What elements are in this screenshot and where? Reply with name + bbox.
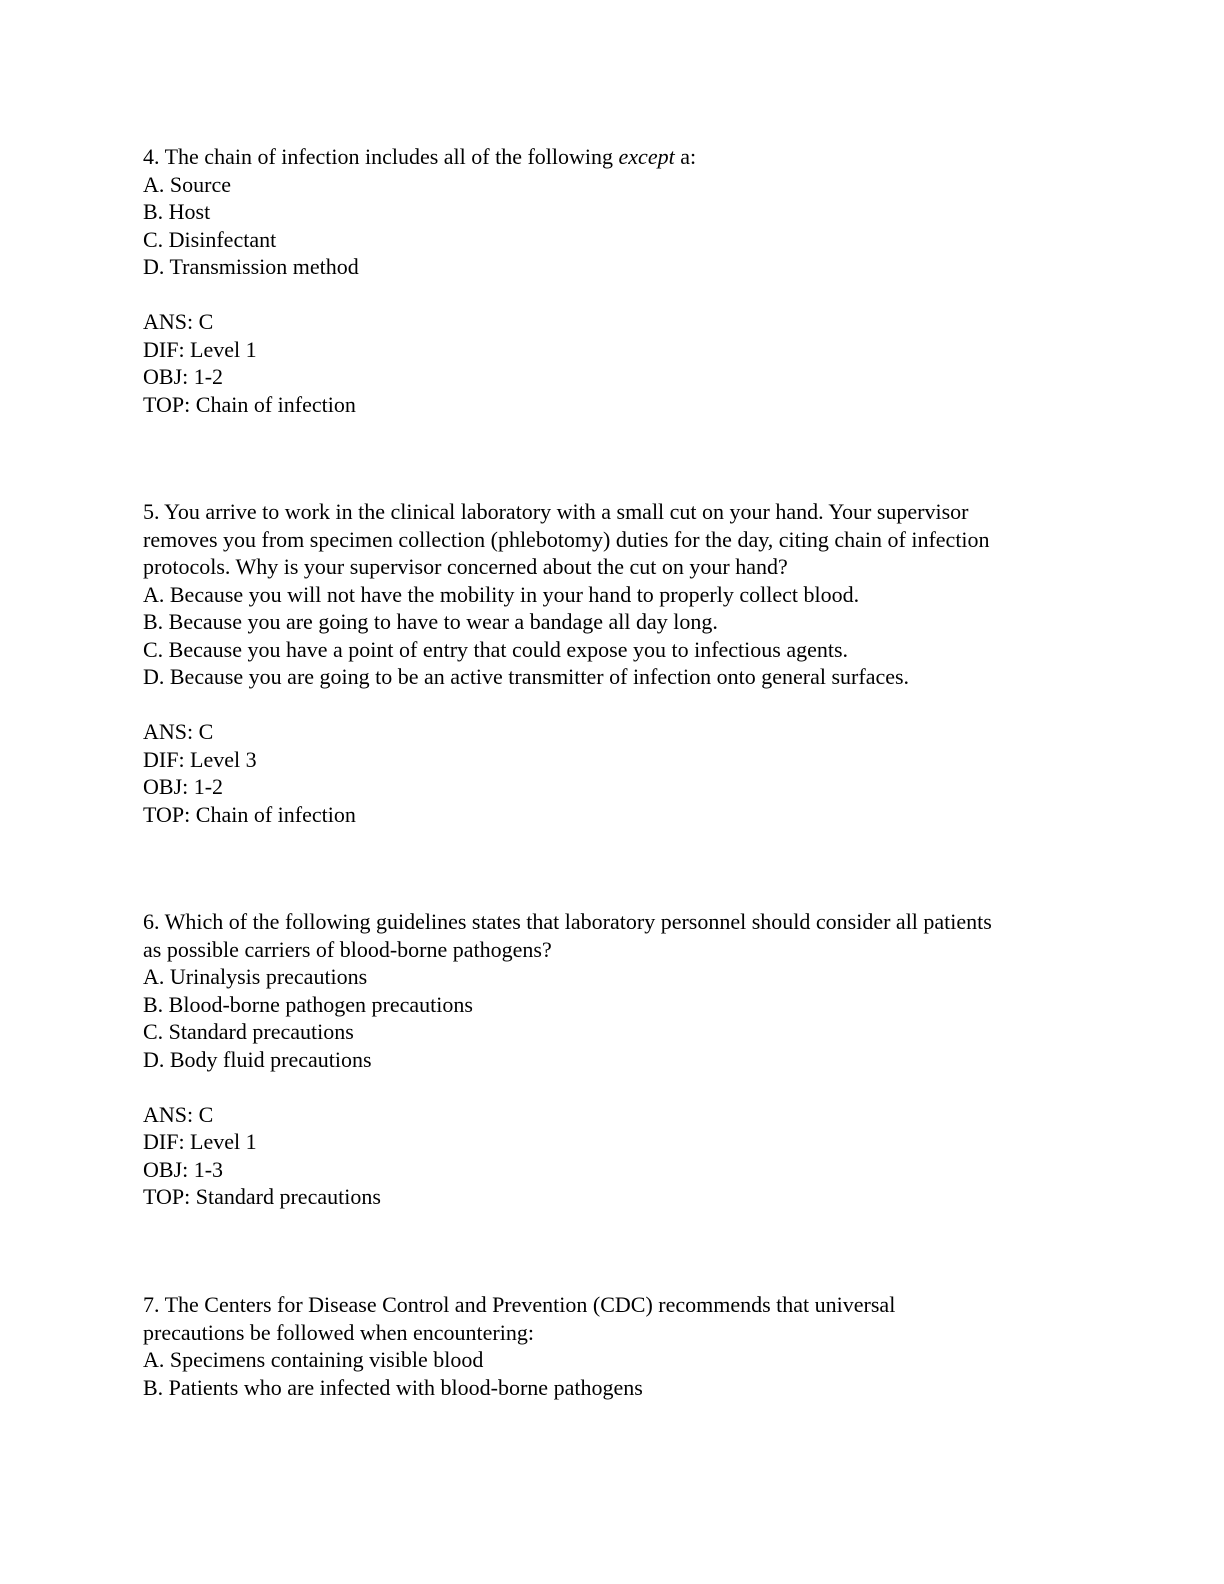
objective: OBJ: 1-2	[143, 774, 224, 799]
topic: TOP: Chain of infection	[143, 801, 356, 827]
answer-option-d: D. Because you are going to be an active transmitter of infection onto general surfaces.	[143, 664, 910, 689]
answer-option-b: B. Because you are going to have to wear a bandage all day long.	[143, 609, 718, 634]
question-stem-text: 4. The chain of infection includes all of the following	[143, 144, 619, 169]
question-stem-line: 6. Which of the following guidelines states that laboratory personnel should consider all patients	[143, 909, 992, 934]
answer-key: ANS: C	[143, 719, 214, 744]
question-6	[143, 908, 1073, 1211]
topic: TOP: Chain of infection	[143, 391, 356, 417]
objective: OBJ: 1-2	[143, 364, 224, 389]
difficulty-level: DIF: Level 3	[143, 746, 257, 772]
question-metadata	[143, 1101, 1073, 1211]
question-stem	[143, 143, 1073, 171]
answer-key: ANS: C	[143, 309, 214, 334]
question-stem-line: as possible carriers of blood-borne pathogens?	[143, 936, 552, 962]
answer-key: ANS: C	[143, 1101, 214, 1127]
question-metadata	[143, 718, 1073, 828]
answer-option-b: B. Blood-borne pathogen precautions	[143, 991, 473, 1017]
objective: OBJ: 1-3	[143, 1156, 224, 1182]
difficulty-level: DIF: Level 1	[143, 1129, 257, 1154]
question-stem-line: 7. The Centers for Disease Control and Prevention (CDC) recommends that universal	[143, 1292, 896, 1317]
answer-option-a: A. Urinalysis precautions	[143, 964, 368, 989]
answer-option-b: B. Patients who are infected with blood-borne pathogens	[143, 1374, 643, 1400]
answer-option-c: C. Disinfectant	[143, 226, 277, 252]
answer-option-a: A. Source	[143, 171, 231, 197]
question-7	[143, 1291, 1073, 1401]
answer-option-a: A. Because you will not have the mobility in your hand to properly collect blood.	[143, 581, 860, 607]
answer-option-c: C. Standard precautions	[143, 1019, 354, 1044]
question-5	[143, 498, 1073, 828]
topic: TOP: Standard precautions	[143, 1184, 381, 1209]
question-stem-emphasis: except	[618, 144, 675, 169]
question-4	[143, 143, 1073, 418]
question-metadata	[143, 308, 1073, 418]
question-stem-line: 5. You arrive to work in the clinical laboratory with a small cut on your hand. Your supervisor	[143, 499, 969, 524]
question-stem-line: protocols. Why is your supervisor concerned about the cut on your hand?	[143, 554, 788, 579]
question-stem-line: removes you from specimen collection (phlebotomy) duties for the day, citing chain of infection	[143, 526, 990, 552]
difficulty-level: DIF: Level 1	[143, 336, 257, 362]
question-stem-end: a:	[674, 144, 697, 169]
answer-option-d: D. Body fluid precautions	[143, 1046, 372, 1072]
answer-option-d: D. Transmission method	[143, 254, 359, 279]
question-stem-line: precautions be followed when encountering:	[143, 1319, 534, 1345]
answer-option-c: C. Because you have a point of entry that could expose you to infectious agents.	[143, 636, 849, 662]
answer-option-b: B. Host	[143, 199, 211, 224]
answer-option-a: A. Specimens containing visible blood	[143, 1347, 484, 1372]
